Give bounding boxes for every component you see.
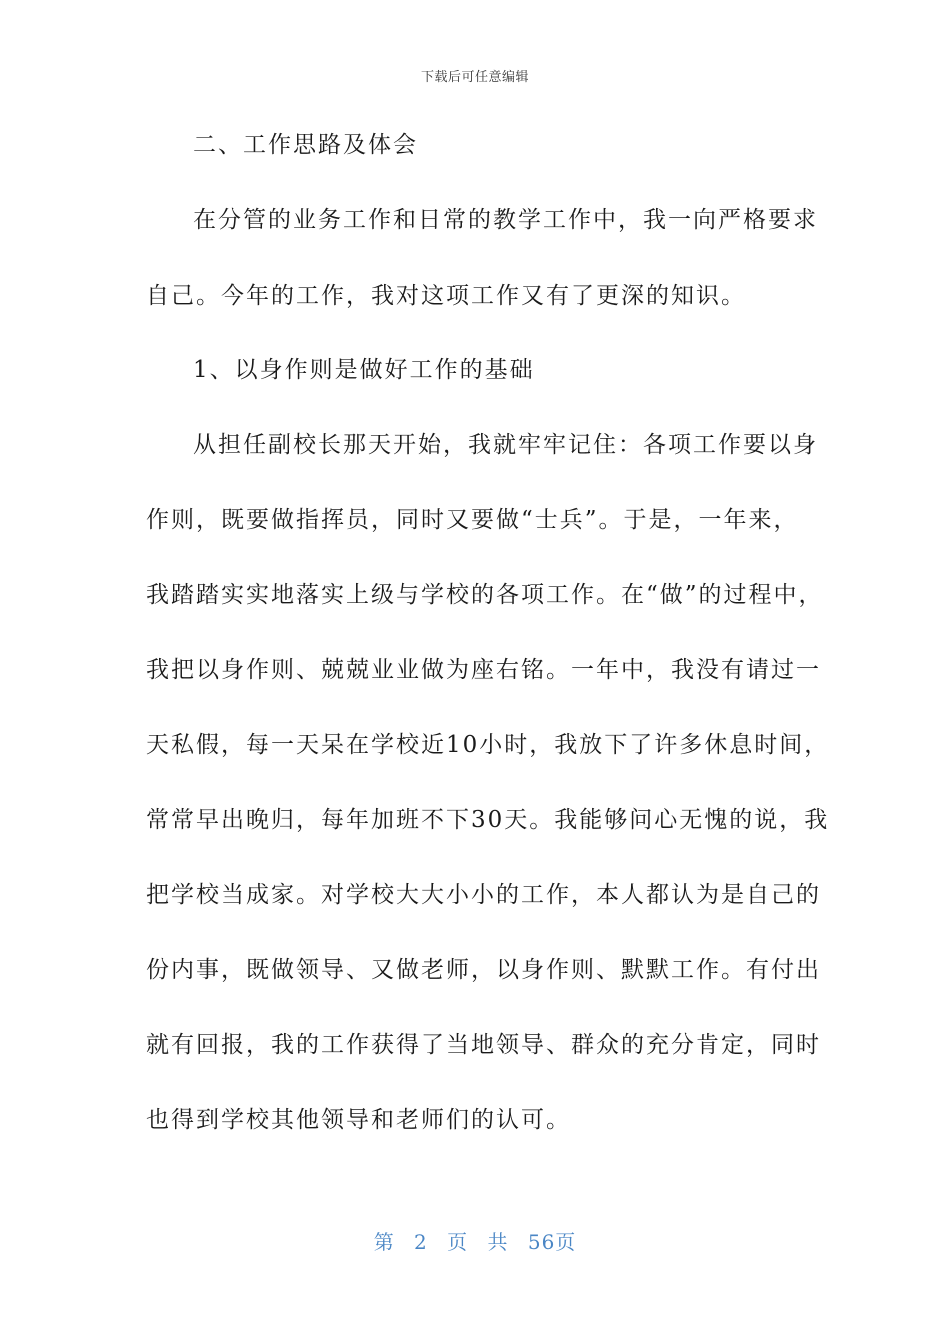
paragraph-line: 把学校当成家。对学校大大小小的工作，本人都认为是自己的 [146, 882, 821, 908]
current-page-number: 2 [414, 1230, 428, 1254]
paragraph-line: 天私假，每一天呆在学校近10小时，我放下了许多休息时间， [146, 732, 830, 758]
footer-gong: 共 [487, 1230, 509, 1254]
paragraph-line: 就有回报，我的工作获得了当地领导、群众的充分肯定，同时 [146, 1032, 821, 1058]
page-number-footer [0, 1226, 950, 1255]
total-pages: 56页 [527, 1230, 577, 1254]
footer-di: 第 [373, 1230, 395, 1254]
paragraph-line: 也得到学校其他领导和老师们的认可。 [146, 1107, 571, 1133]
subsection-heading: 1、以身作则是做好工作的基础 [193, 357, 535, 383]
paragraph-line: 我把以身作则、兢兢业业做为座右铭。一年中，我没有请过一 [146, 657, 821, 683]
section-heading: 二、工作思路及体会 [193, 132, 418, 158]
paragraph-line: 我踏踏实实地落实上级与学校的各项工作。在“做”的过程中， [146, 582, 824, 608]
paragraph-line: 作则，既要做指挥员，同时又要做“士兵”。于是，一年来， [146, 507, 799, 533]
paragraph-line: 常常早出晚归，每年加班不下30天。我能够问心无愧的说，我 [146, 807, 830, 833]
paragraph-line: 自己。今年的工作，我对这项工作又有了更深的知识。 [146, 283, 746, 309]
paragraph-line: 份内事，既做领导、又做老师，以身作则、默默工作。有付出 [146, 957, 821, 983]
paragraph-line: 从担任副校长那天开始，我就牢牢记住：各项工作要以身 [193, 432, 818, 458]
paragraph-line: 在分管的业务工作和日常的教学工作中，我一向严格要求 [193, 207, 818, 233]
footer-ye: 页 [447, 1230, 469, 1254]
header-note: 下载后可任意编辑 [420, 70, 529, 85]
